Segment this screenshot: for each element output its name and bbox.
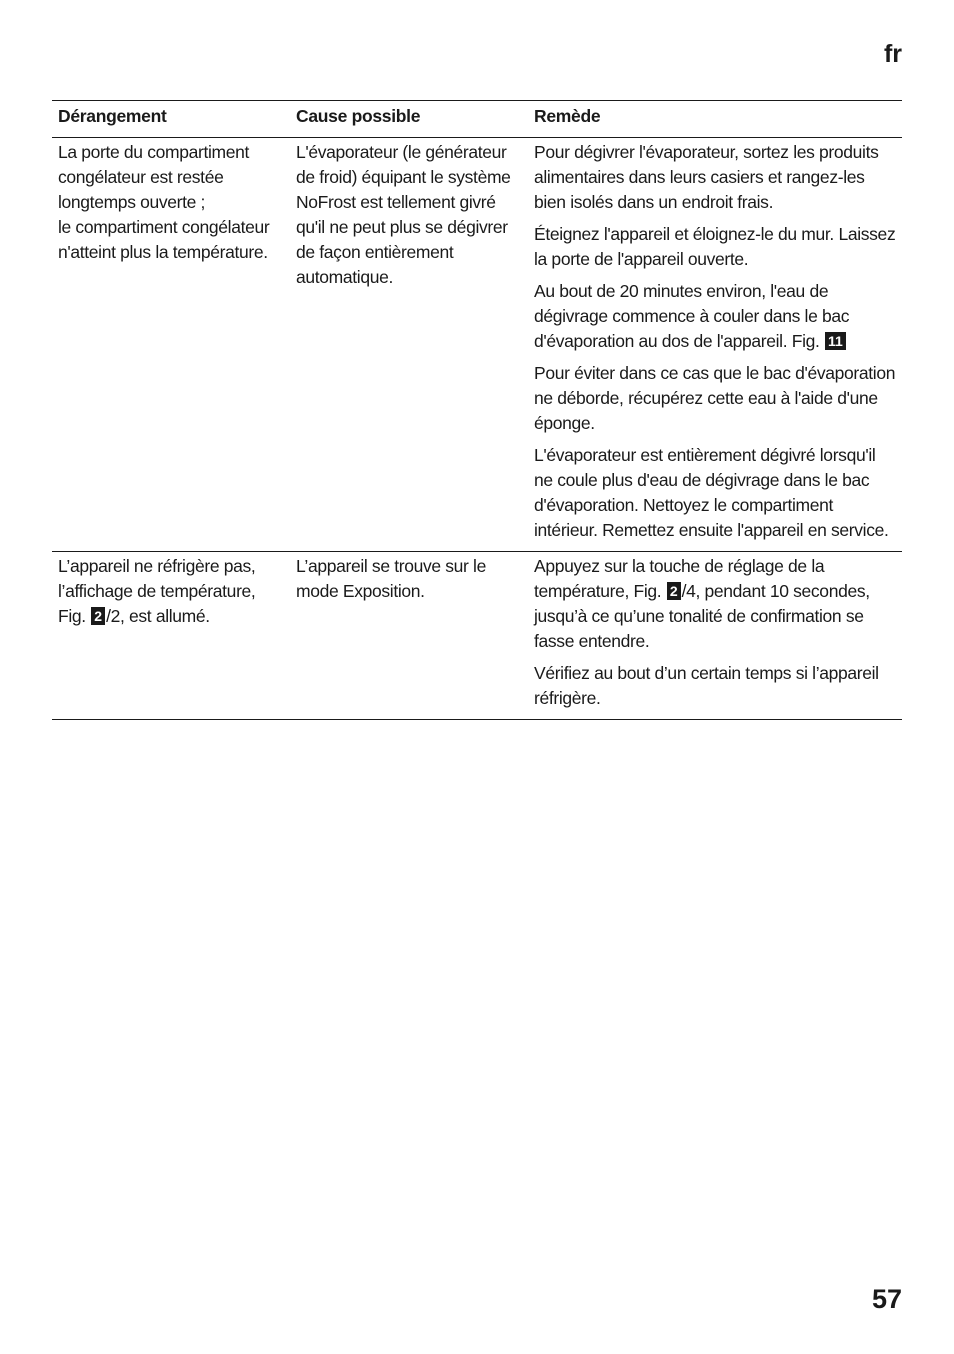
- remedy-paragraph: Pour éviter dans ce cas que le bac d'évaporation ne déborde, récupérez cette eau à l'aide d'une éponge.: [534, 363, 896, 433]
- column-header-cause: Cause possible: [290, 101, 528, 138]
- figure-reference-badge: 2: [667, 582, 681, 600]
- language-label: fr: [883, 40, 902, 68]
- problem-text: [58, 554, 284, 629]
- remedy-paragraph: [534, 279, 896, 354]
- table-row: [52, 138, 902, 552]
- problem-text: La porte du compartiment congélateur est restée longtemps ouverte ;: [58, 142, 250, 212]
- cause-cell: [290, 138, 528, 552]
- remedy-paragraph: [534, 554, 896, 654]
- page-number: 57: [871, 1284, 902, 1314]
- remedy-text: /4, pendant 10 secondes, jusqu’à ce qu’une tonalité de confirmation se fasse entendre.: [534, 581, 870, 651]
- remedy-text: Appuyez sur la touche de réglage de la température, Fig.: [534, 556, 825, 601]
- remedy-paragraph: Éteignez l'appareil et éloignez-le du mur. Laissez la porte de l'appareil ouverte.: [534, 224, 896, 269]
- table-row: [52, 552, 902, 720]
- problem-text: le compartiment congélateur n'atteint plus la température.: [58, 217, 270, 262]
- problem-text-part: /2, est allumé.: [106, 606, 210, 626]
- remedy-cell: [528, 138, 902, 552]
- remedy-paragraph: Pour dégivrer l'évaporateur, sortez les produits alimentaires dans leurs casiers et rangez-les bien isolés dans un endroit frais.: [534, 142, 879, 212]
- troubleshooting-table: [52, 100, 902, 720]
- remedy-paragraph: Vérifiez au bout d’un certain temps si l’appareil réfrigère.: [534, 663, 879, 708]
- cause-cell: [290, 552, 528, 720]
- problem-cell: [52, 552, 290, 720]
- remedy-cell: [528, 552, 902, 720]
- column-header-problem: Dérangement: [52, 101, 290, 138]
- cause-text: L'évaporateur (le générateur de froid) équipant le système NoFrost est tellement givré qu'il ne peut plus se dégivrer de façon entièrement automatique.: [296, 142, 511, 287]
- remedy-text: Au bout de 20 minutes environ, l'eau de dégivrage commence à couler dans le bac d'évaporation au dos de l'appareil. Fig.: [534, 281, 850, 351]
- figure-reference-badge: 11: [825, 332, 846, 350]
- problem-text-part: L’appareil ne réfrigère pas, l’affichage de température, Fig.: [58, 556, 256, 626]
- figure-reference-badge: 2: [91, 607, 105, 625]
- table-header-row: [52, 101, 902, 138]
- column-header-remedy: Remède: [528, 101, 902, 138]
- problem-cell: [52, 138, 290, 552]
- remedy-paragraph: L'évaporateur est entièrement dégivré lorsqu'il ne coule plus d'eau de dégivrage dans le bac d'évaporation. Nettoyez le compartiment intérieur. Remettez ensuite l'appareil en service.: [534, 445, 889, 540]
- cause-text: L’appareil se trouve sur le mode Exposition.: [296, 556, 486, 601]
